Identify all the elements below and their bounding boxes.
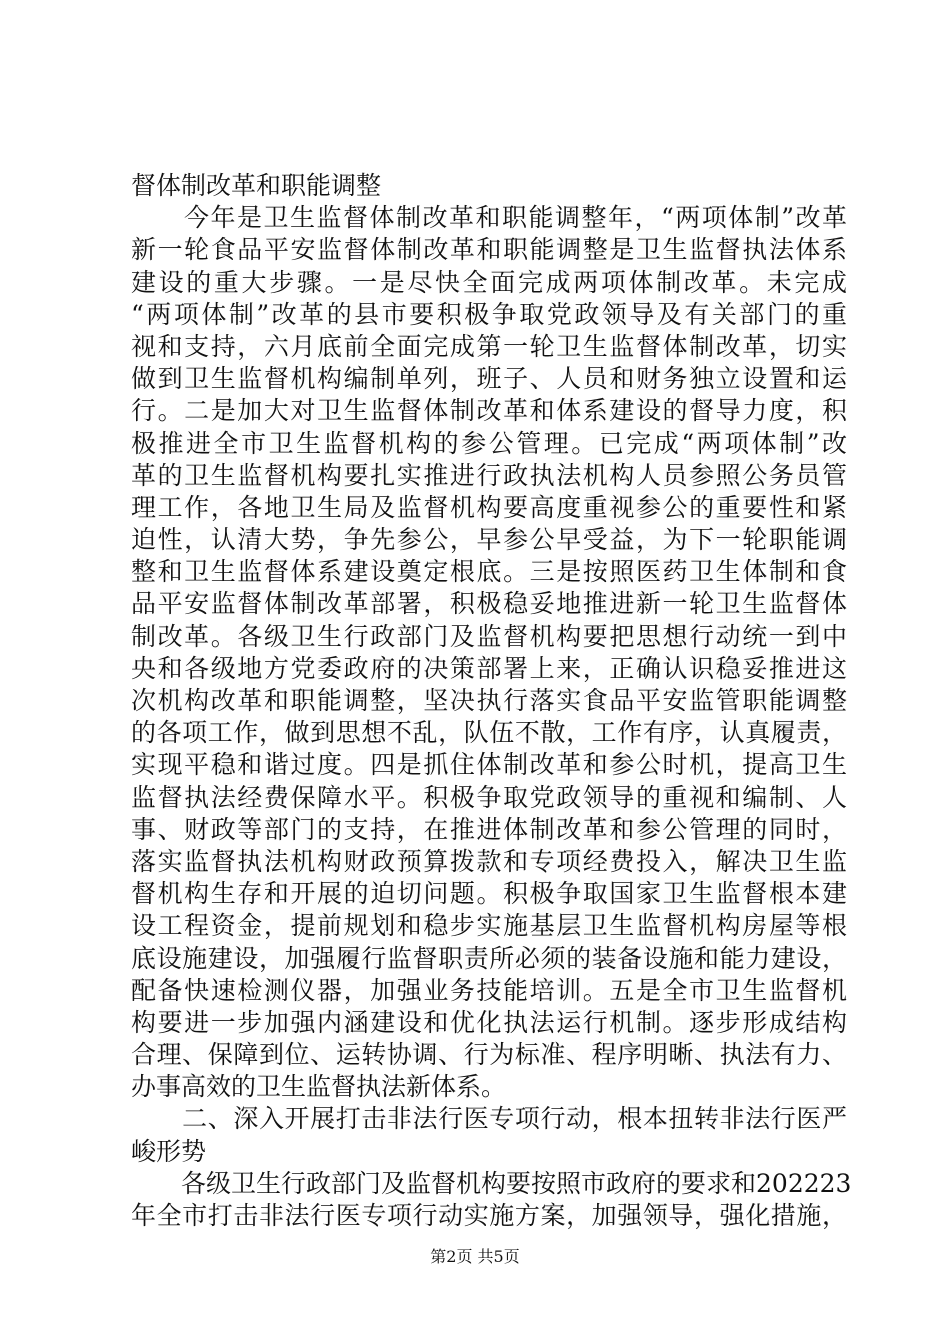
- text-line: 理工作，各地卫生局及监督机构要高度重视参公的重要性和紧: [131, 492, 847, 522]
- text-line: 今年是卫生监督体制改革和职能调整年，“两项体制”改革: [131, 203, 847, 233]
- text-line: 极推进全市卫生监督机构的参公管理。已完成“两项体制”改: [131, 428, 847, 458]
- text-line: 建设的重大步骤。一是尽快全面完成两项体制改革。未完成: [131, 267, 847, 297]
- text-line: 整和卫生监督体系建设奠定根底。三是按照医药卫生体制和食: [131, 557, 847, 587]
- text-line: 革的卫生监督机构要扎实推进行政执法机构人员参照公务员管: [131, 460, 847, 490]
- text-line: 迫性，认清大势，争先参公，早参公早受益，为下一轮职能调: [131, 525, 847, 555]
- text-line: 峻形势: [131, 1136, 207, 1166]
- text-line: 各级卫生行政部门及监督机构要按照市政府的要求和202223: [131, 1168, 852, 1198]
- text-line: 二、深入开展打击非法行医专项行动，根本扭转非法行医严: [131, 1104, 847, 1134]
- text-line: 督体制改革和职能调整: [131, 171, 382, 200]
- text-line: 配备快速检测仪器，加强业务技能培训。五是全市卫生监督机: [131, 975, 847, 1005]
- page-footer: 第2页 共5页: [430, 1247, 520, 1266]
- text-line: 新一轮食品平安监督体制改革和职能调整是卫生监督执法体系: [131, 235, 847, 265]
- document-body: [131, 170, 852, 1232]
- text-line: 品平安监督体制改革部署，积极稳妥地推进新一轮卫生监督体: [131, 589, 847, 619]
- text-line: 底设施建设，加强履行监督职责所必须的装备设施和能力建设，: [131, 943, 847, 973]
- text-line: 落实监督执法机构财政预算拨款和专项经费投入，解决卫生监: [131, 846, 847, 876]
- text-line: 合理、保障到位、运转协调、行为标准、程序明晰、执法有力、: [131, 1040, 847, 1070]
- text-line: 央和各级地方党委政府的决策部署上来，正确认识稳妥推进这: [131, 653, 847, 683]
- text-line: 实现平稳和谐过度。四是抓住体制改革和参公时机，提高卫生: [131, 750, 847, 780]
- text-line: 的各项工作，做到思想不乱，队伍不散，工作有序，认真履责，: [131, 718, 847, 748]
- text-line: 事、财政等部门的支持，在推进体制改革和参公管理的同时，: [131, 814, 847, 844]
- text-line: 次机构改革和职能调整，坚决执行落实食品平安监管职能调整: [131, 686, 847, 715]
- text-line: 制改革。各级卫生行政部门及监督机构要把思想行动统一到中: [131, 621, 847, 651]
- text-line: 视和支持，六月底前全面完成第一轮卫生监督体制改革，切实: [131, 331, 847, 361]
- text-line: 年全市打击非法行医专项行动实施方案，加强领导，强化措施，: [131, 1201, 847, 1230]
- text-line: 行。二是加大对卫生监督体制改革和体系建设的督导力度，积: [131, 396, 847, 426]
- text-line: “两项体制”改革的县市要积极争取党政领导及有关部门的重: [131, 299, 847, 329]
- text-line: 办事高效的卫生监督执法新体系。: [131, 1072, 507, 1102]
- text-line: 构要进一步加强内涵建设和优化执法运行机制。逐步形成结构: [131, 1007, 847, 1037]
- text-line: 督机构生存和开展的迫切问题。积极争取国家卫生监督根本建: [131, 879, 847, 909]
- text-line: 监督执法经费保障水平。积极争取党政领导的重视和编制、人: [131, 782, 847, 812]
- text-line: 设工程资金，提前规划和稳步实施基层卫生监督机构房屋等根: [131, 911, 847, 941]
- text-line: 做到卫生监督机构编制单列，班子、人员和财务独立设置和运: [131, 364, 847, 394]
